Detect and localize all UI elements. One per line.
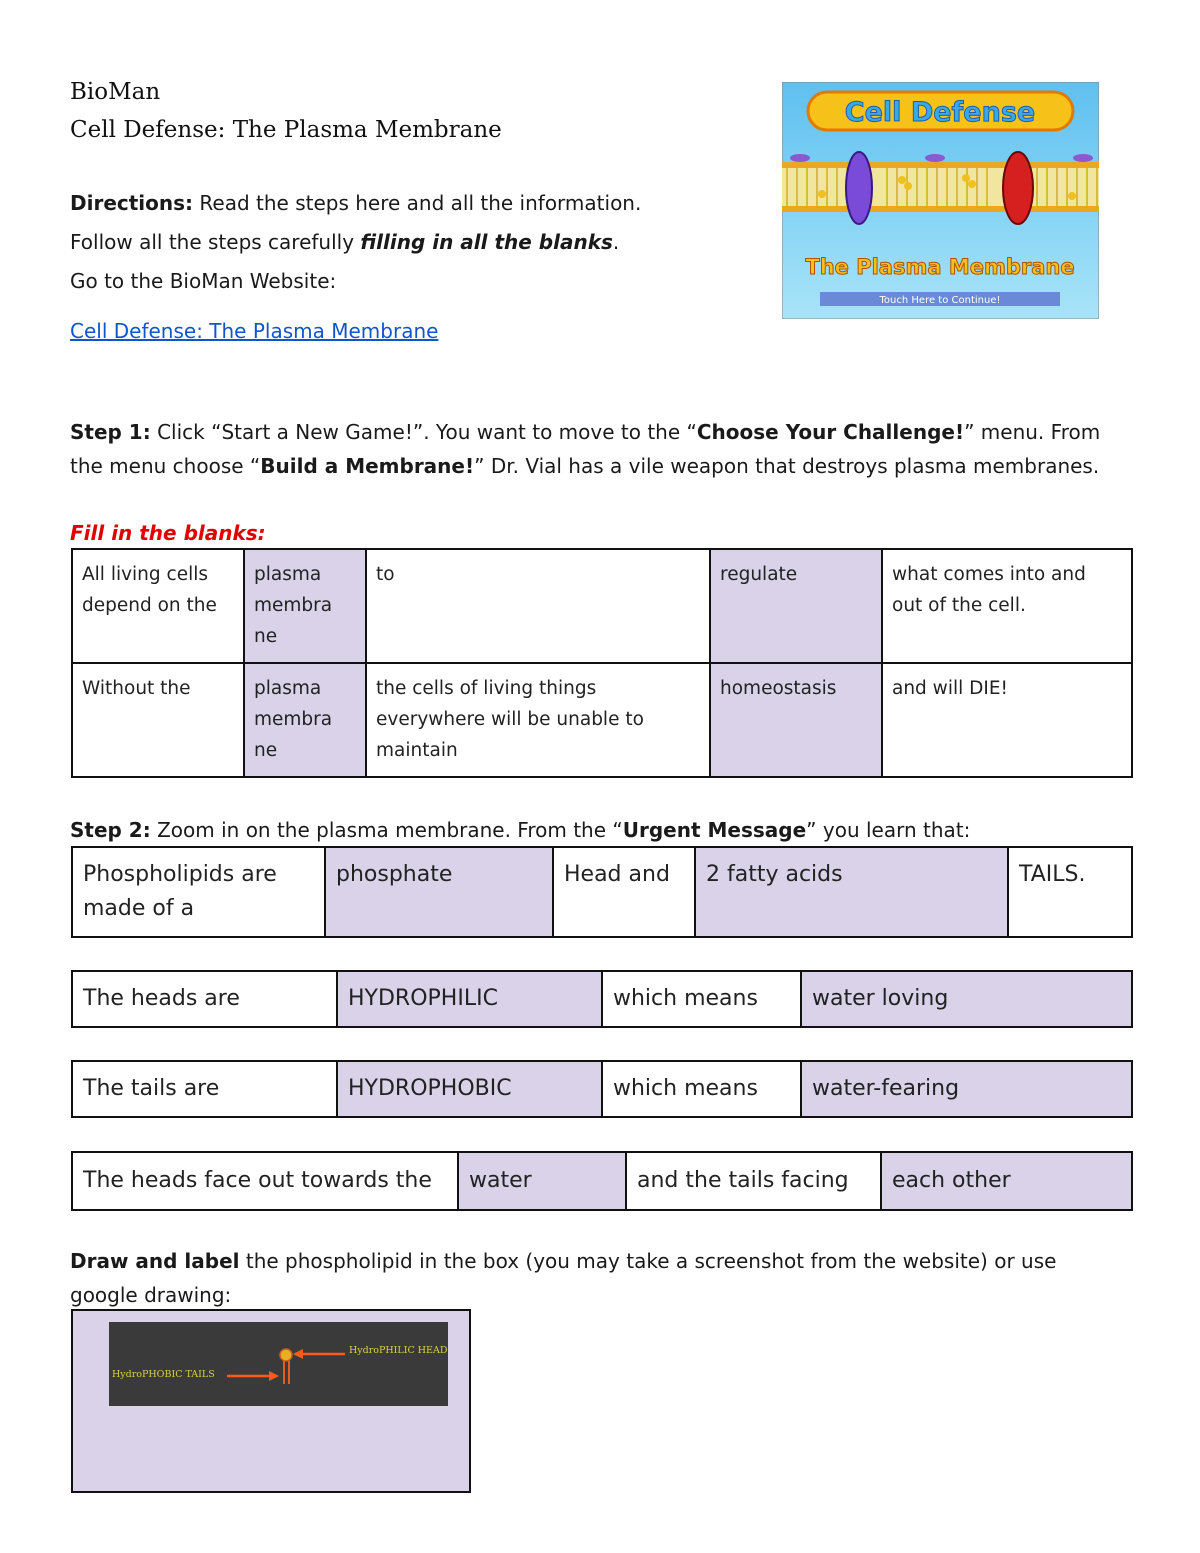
answer-cell[interactable]: water bbox=[458, 1152, 626, 1210]
table-cell: Phospholipids are made of a bbox=[72, 847, 325, 937]
table-cell: Head and bbox=[553, 847, 695, 937]
answer-cell[interactable]: plasma membra ne bbox=[244, 663, 366, 777]
step1-instructions: Step 1: Click “Start a New Game!”. You want to move to the “Choose Your Challenge!” menu. From the menu choose “Build a Membrane!” Dr. Vial has a vile weapon that destroys plasma membranes. bbox=[70, 420, 1101, 478]
table-cell: The heads are bbox=[72, 971, 337, 1027]
doc-subject: BioMan bbox=[70, 79, 161, 105]
table-row bbox=[72, 549, 1132, 663]
head-label: HydroPHILIC HEAD bbox=[349, 1345, 448, 1356]
table-cell: The heads face out towards the bbox=[72, 1152, 458, 1210]
answer-cell[interactable]: water-fearing bbox=[801, 1061, 1132, 1117]
table-cell: Without the bbox=[72, 663, 244, 777]
answer-cell[interactable]: 2 fatty acids bbox=[695, 847, 1008, 937]
phosphate-head-icon bbox=[280, 1349, 292, 1361]
table-row bbox=[72, 663, 1132, 777]
phospholipid-screenshot bbox=[109, 1322, 448, 1406]
table-cell: and will DIE! bbox=[882, 663, 1132, 777]
step2-instructions: Step 2: Zoom in on the plasma membrane. From the “Urgent Message” you learn that: bbox=[70, 818, 971, 842]
directions-line-2: Follow all the steps carefully filling in all the blanks. bbox=[70, 230, 620, 254]
directions-line: Directions: Read the steps here and all the information. bbox=[70, 191, 642, 215]
table-cell: and the tails facing bbox=[626, 1152, 881, 1210]
banner-subtitle: The Plasma Membrane bbox=[805, 255, 1075, 279]
composition-table bbox=[71, 846, 1133, 938]
answer-cell[interactable]: HYDROPHOBIC bbox=[337, 1061, 602, 1117]
fill-blanks-label: Fill in the blanks: bbox=[70, 521, 266, 545]
answer-cell[interactable]: regulate bbox=[710, 549, 882, 663]
answer-cell[interactable]: homeostasis bbox=[710, 663, 882, 777]
table-cell: TAILS. bbox=[1008, 847, 1132, 937]
table-row bbox=[72, 1061, 1132, 1117]
answer-cell[interactable]: water loving bbox=[801, 971, 1132, 1027]
banner-title: Cell Defense bbox=[844, 97, 1036, 128]
draw-instructions: Draw and label the phospholipid in the box (you may take a screenshot from the website) or use google drawing: bbox=[70, 1249, 1057, 1307]
directions-line-3: Go to the BioMan Website: bbox=[70, 269, 337, 293]
table-cell: All living cells depend on the bbox=[72, 549, 244, 663]
table-cell: The tails are bbox=[72, 1061, 337, 1117]
doc-title: Cell Defense: The Plasma Membrane bbox=[70, 117, 502, 143]
answer-cell[interactable]: plasma membra ne bbox=[244, 549, 366, 663]
table-row bbox=[72, 971, 1132, 1027]
answer-cell[interactable]: phosphate bbox=[325, 847, 553, 937]
answer-cell[interactable]: each other bbox=[881, 1152, 1132, 1210]
step1-table bbox=[71, 548, 1133, 778]
answer-cell[interactable]: HYDROPHILIC bbox=[337, 971, 602, 1027]
directions-label: Directions: bbox=[70, 191, 194, 215]
table-cell: which means bbox=[602, 1061, 801, 1117]
table-cell: what comes into and out of the cell. bbox=[882, 549, 1132, 663]
orientation-table bbox=[71, 1151, 1133, 1211]
tail-label: HydroPHOBIC TAILS bbox=[112, 1369, 215, 1380]
table-row bbox=[72, 847, 1132, 937]
table-cell: the cells of living things everywhere will be unable to maintain bbox=[366, 663, 710, 777]
tails-table bbox=[71, 1060, 1133, 1118]
website-link[interactable]: Cell Defense: The Plasma Membrane bbox=[70, 319, 439, 343]
cell-defense-banner bbox=[782, 82, 1099, 319]
table-cell: to bbox=[366, 549, 710, 663]
heads-table bbox=[71, 970, 1133, 1028]
table-row bbox=[72, 1152, 1132, 1210]
banner-continue: Touch Here to Continue! bbox=[879, 295, 1001, 306]
table-cell: which means bbox=[602, 971, 801, 1027]
